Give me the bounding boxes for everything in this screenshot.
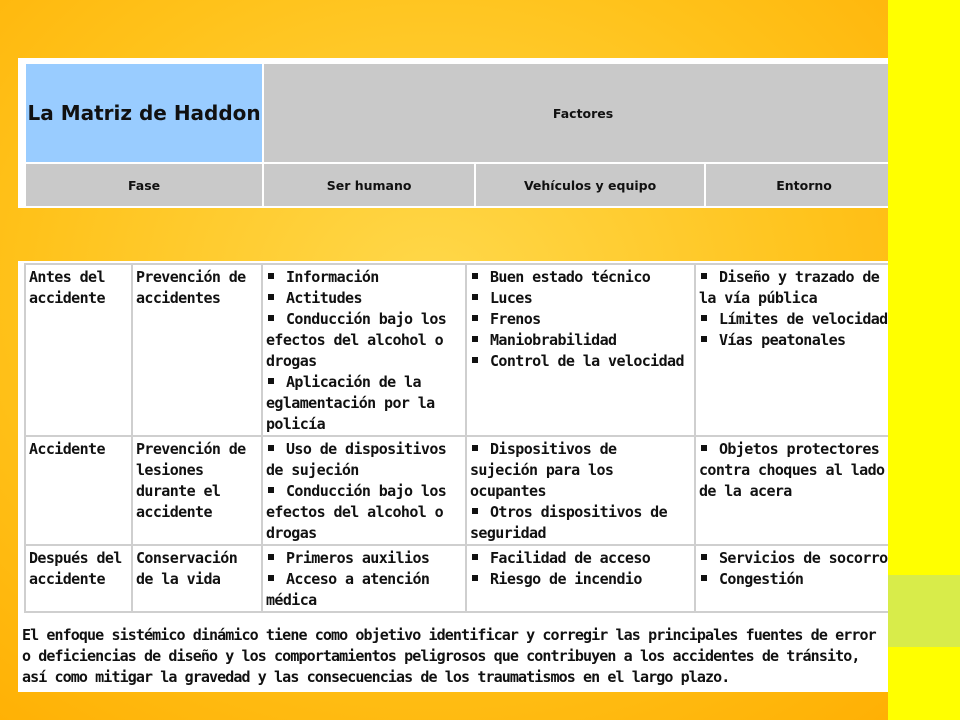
list-item: Control de la velocidad <box>470 351 692 372</box>
list-item: Información <box>266 267 463 288</box>
environment-cell <box>695 545 888 612</box>
human-cell <box>262 545 466 612</box>
header-table <box>24 62 888 208</box>
header-panel <box>18 58 888 208</box>
matrix-title: La Matriz de Haddon <box>26 64 262 162</box>
vehicle-list <box>470 439 692 544</box>
goal-cell: Prevención de accidentes <box>132 264 262 436</box>
environment-list <box>699 267 888 351</box>
environment-cell <box>695 436 888 545</box>
list-item: Conducción bajo los efectos del alcohol o drogas <box>266 309 463 372</box>
environment-list <box>699 548 888 590</box>
table-row <box>25 264 888 436</box>
phase-cell: Antes del accidente <box>25 264 132 436</box>
list-item: Vías peatonales <box>699 330 888 351</box>
column-header-vehiculos: Vehículos y equipo <box>476 164 704 206</box>
vehicle-cell <box>466 436 695 545</box>
list-item: Luces <box>470 288 692 309</box>
list-item: Conducción bajo los efectos del alcohol o drogas <box>266 481 463 544</box>
vehicle-list <box>470 267 692 372</box>
vehicle-list <box>470 548 692 590</box>
table-row <box>25 436 888 545</box>
goal-cell: Prevención de lesiones durante el accidente <box>132 436 262 545</box>
column-header-entorno: Entorno <box>706 164 888 206</box>
column-header-fase: Fase <box>26 164 262 206</box>
haddon-matrix-table <box>24 263 888 613</box>
environment-list <box>699 439 888 502</box>
list-item: Facilidad de acceso <box>470 548 692 569</box>
human-list <box>266 439 463 544</box>
list-item: Dispositivos de sujeción para los ocupantes <box>470 439 692 502</box>
goal-cell: Conservación de la vida <box>132 545 262 612</box>
list-item: Objetos protectores contra choques al lado de la acera <box>699 439 888 502</box>
human-cell <box>262 436 466 545</box>
table-row <box>25 545 888 612</box>
list-item: Primeros auxilios <box>266 548 463 569</box>
main-panel <box>18 261 888 692</box>
side-block <box>888 575 960 647</box>
phase-cell: Accidente <box>25 436 132 545</box>
environment-cell <box>695 264 888 436</box>
footer-paragraph: El enfoque sistémico dinámico tiene como objetivo identificar y corregir las principales fuentes de error o deficiencias de diseño y los comportamientos peligrosos que contribuyen a los accidentes de tránsito, así como mitigar la gravedad y las consecuencias de los traumatismos en el largo plazo. <box>22 626 876 686</box>
list-item: Uso de dispositivos de sujeción <box>266 439 463 481</box>
list-item: Frenos <box>470 309 692 330</box>
factores-heading: Factores <box>264 64 888 162</box>
list-item: Diseño y trazado de la vía pública <box>699 267 888 309</box>
list-item: Actitudes <box>266 288 463 309</box>
list-item: Otros dispositivos de seguridad <box>470 502 692 544</box>
vehicle-cell <box>466 264 695 436</box>
vehicle-cell <box>466 545 695 612</box>
list-item: Maniobrabilidad <box>470 330 692 351</box>
list-item: Aplicación de la eglamentación por la policía <box>266 372 463 435</box>
list-item: Riesgo de incendio <box>470 569 692 590</box>
list-item: Buen estado técnico <box>470 267 692 288</box>
phase-cell: Después del accidente <box>25 545 132 612</box>
list-item: Acceso a atención médica <box>266 569 463 611</box>
human-list <box>266 267 463 435</box>
human-list <box>266 548 463 611</box>
column-header-ser-humano: Ser humano <box>264 164 474 206</box>
human-cell <box>262 264 466 436</box>
list-item: Límites de velocidad <box>699 309 888 330</box>
list-item: Congestión <box>699 569 888 590</box>
list-item: Servicios de socorro <box>699 548 888 569</box>
